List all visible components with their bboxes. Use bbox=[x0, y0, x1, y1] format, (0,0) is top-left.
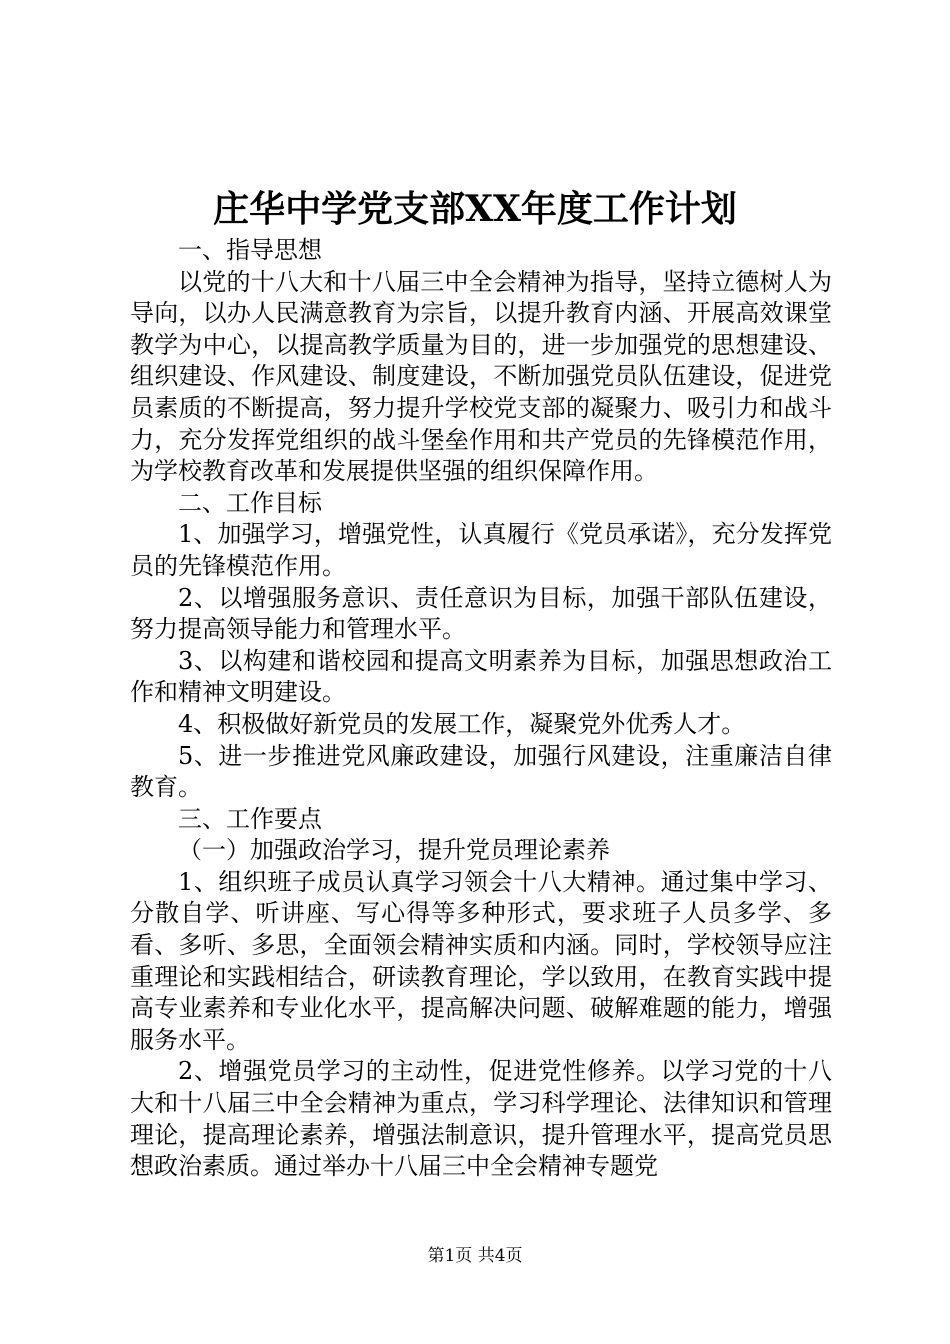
paragraph-guiding-ideology: 以党的十八大和十八届三中全会精神为指导，坚持立德树人为导向，以办人民满意教育为宗旨，以提升教育内涵、开展高效课堂教学为中心，以提高教学质量为目的，进一步加强党的思想建设、组织建设、作风建设、制度建设，不断加强党员队伍建设，促进党员素质的不断提高，努力提升学校党支部的凝聚力、吸引力和战斗力，充分发挥党组织的战斗堡垒作用和共产党员的先锋模范作用，为学校教育改革和发展提供坚强的组织保障作用。 bbox=[130, 267, 832, 486]
document-body bbox=[130, 235, 832, 1183]
work-point-item-2: 2、增强党员学习的主动性，促进党性修养。以学习党的十八大和十八届三中全会精神为重点，学习科学理论、法律知识和管理理论，提高理论素养，增强法制意识，提升管理水平，提高党员思想政治素质。通过举办十八届三中全会精神专题党 bbox=[130, 1057, 832, 1181]
section-heading-guiding-ideology: 一、指导思想 bbox=[178, 236, 322, 264]
subsection-heading-political-study: （一）加强政治学习，提升党员理论素养 bbox=[178, 836, 610, 865]
section-heading-work-points: 三、工作要点 bbox=[178, 804, 322, 833]
work-point-item-1: 1、组织班子成员认真学习领会十八大精神。通过集中学习、分散自学、听讲座、写心得等多种形式，要求班子人员多学、多看、多听、多思，全面领会精神实质和内涵。同时，学校领导应注重理论和实践相结合，研读教育理论，学以致用，在教育实践中提高专业素养和专业化水平，提高解决问题、破解难题的能力，增强服务水平。 bbox=[130, 867, 832, 1054]
goal-item-1: 1、加强学习，增强党性，认真履行《党员承诺》，充分发挥党员的先锋模范作用。 bbox=[130, 520, 832, 580]
goal-item-2: 2、以增强服务意识、责任意识为目标，加强干部队伍建设，努力提高领导能力和管理水平。 bbox=[130, 583, 832, 644]
goal-item-5: 5、进一步推进党风廉政建设，加强行风建设，注重廉洁自律教育。 bbox=[130, 741, 832, 802]
section-heading-work-goals: 二、工作目标 bbox=[178, 488, 322, 517]
document-title: 庄华中学党支部XX年度工作计划 bbox=[213, 188, 737, 230]
page-footer: 第1页 共4页 bbox=[427, 1246, 523, 1266]
goal-item-3: 3、以构建和谐校园和提高文明素养为目标，加强思想政治工作和精神文明建设。 bbox=[130, 646, 832, 707]
goal-item-4: 4、积极做好新党员的发展工作，凝聚党外优秀人才。 bbox=[178, 709, 746, 738]
